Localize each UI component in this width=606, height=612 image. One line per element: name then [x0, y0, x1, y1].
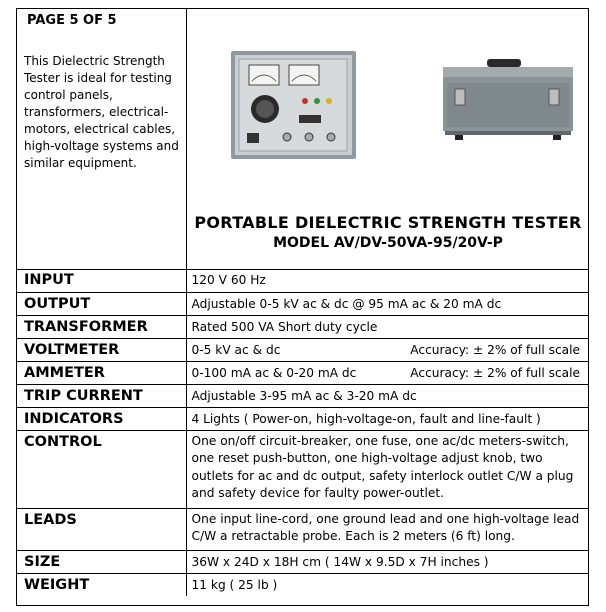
- tester-closed-case-image: [443, 59, 573, 140]
- tester-open-panel-image: [231, 51, 356, 159]
- table-row: [17, 573, 588, 596]
- spec-label: OUTPUT: [17, 292, 186, 315]
- table-row: [17, 430, 588, 508]
- product-photos: [187, 9, 589, 209]
- spec-value: 120 V 60 Hz: [191, 273, 266, 287]
- table-row: [17, 508, 588, 550]
- spec-sheet: [16, 8, 589, 606]
- spec-value-text: 0-100 mA ac & 0-20 mA dc: [191, 365, 357, 380]
- specs-table: [17, 269, 588, 596]
- page-label: PAGE 5 OF 5: [27, 13, 117, 28]
- table-row: [17, 338, 588, 361]
- spec-label: LEADS: [17, 508, 186, 550]
- accuracy-text: Accuracy: ± 2% of full scale: [410, 365, 580, 380]
- spec-value: 36W x 24D x 18H cm ( 14W x 9.5D x 7H inches ): [186, 550, 588, 573]
- spec-value: 11 kg ( 25 lb ): [186, 573, 588, 596]
- spec-value: 4 Lights ( Power-on, high-voltage-on, fault and line-fault ): [186, 407, 588, 430]
- table-row: [17, 315, 588, 338]
- spec-label: AMMETER: [17, 361, 186, 384]
- spec-value: Adjustable 0-5 kV ac & dc @ 95 mA ac & 20 mA dc: [186, 292, 588, 315]
- spec-label: INPUT: [17, 269, 186, 292]
- spec-label: INDICATORS: [17, 407, 186, 430]
- spec-value: Adjustable 3-95 mA ac & 3-20 mA dc: [186, 384, 588, 407]
- spec-label: SIZE: [17, 550, 186, 573]
- table-row: [17, 407, 588, 430]
- spec-label: TRIP CURRENT: [17, 384, 186, 407]
- model-number: MODEL AV/DV-50VA-95/20V-P: [273, 235, 503, 251]
- accuracy-text: Accuracy: ± 2% of full scale: [410, 342, 580, 357]
- spec-value: One on/off circuit-breaker, one fuse, one ac/dc meters-switch, one reset push-button, one high-voltage adjust knob, two outlets for ac and dc output, safety interlock outlet C/W a plug and safety device for faulty power-outlet.: [186, 430, 588, 508]
- spec-value: [186, 338, 588, 361]
- spec-label: WEIGHT: [17, 573, 186, 596]
- table-row: [17, 361, 588, 384]
- header-section: [17, 9, 588, 270]
- spec-label: VOLTMETER: [17, 338, 186, 361]
- table-row: [17, 550, 588, 573]
- description: This Dielectric Strength Tester is ideal for testing control panels, transformers, electrical-motors, electrical cables, high-voltage systems and similar equipment.: [24, 54, 179, 170]
- spec-value: One input line-cord, one ground lead and one high-voltage lead C/W a retractable probe. Each is 2 meters (6 ft) long.: [186, 508, 588, 550]
- product-title: PORTABLE DIELECTRIC STRENGTH TESTER: [194, 213, 582, 232]
- table-row: [17, 269, 588, 292]
- left-column: [17, 9, 187, 269]
- table-row: [17, 292, 588, 315]
- spec-label: CONTROL: [17, 430, 186, 508]
- spec-value: [186, 361, 588, 384]
- spec-label: TRANSFORMER: [17, 315, 186, 338]
- table-row: [17, 384, 588, 407]
- spec-value: Rated 500 VA Short duty cycle: [186, 315, 588, 338]
- spec-value-text: 0-5 kV ac & dc: [191, 342, 281, 357]
